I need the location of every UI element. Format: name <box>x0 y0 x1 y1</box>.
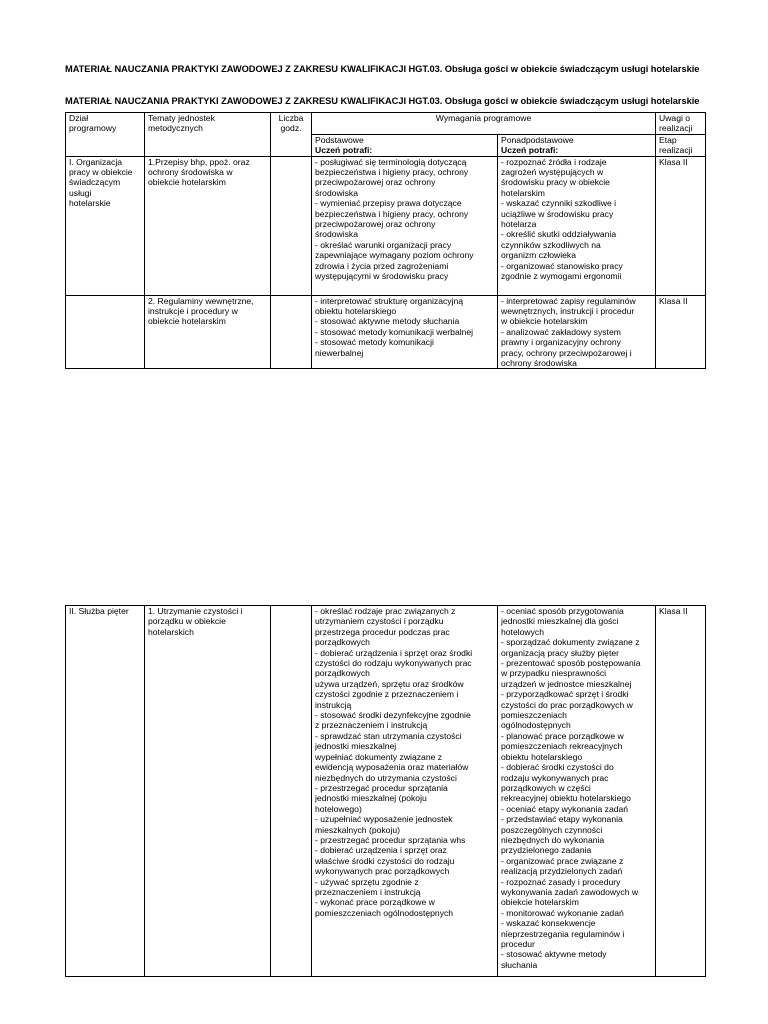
cell-line: organizm człowieka <box>501 250 576 261</box>
cell-line: obiekcie hotelarskim <box>501 897 579 908</box>
table-row <box>66 606 706 977</box>
cell-line: - stosować aktywne metody <box>501 949 607 960</box>
cell-line: - dobierać urządzenia i sprzęt oraz <box>315 845 447 856</box>
cell-line: jednostki mieszkalnej <box>315 741 397 752</box>
cell-line: - przestrzegać procedur sprzątania <box>315 782 448 793</box>
cell-line: urządzeń w jednostce mieszkalnej <box>501 678 632 689</box>
cell-line: realizacji <box>659 145 693 156</box>
cell-line: - wskazać konsekwencje <box>501 918 596 929</box>
cell-dzial <box>66 606 145 977</box>
cell-line: obiekcie hotelarskim <box>148 177 226 188</box>
cell-line: zdrowia i życia przed zagrożeniami <box>315 260 449 271</box>
cell-line: instrukcją <box>315 699 352 710</box>
header-liczba <box>271 113 312 157</box>
cell-line: bezpieczeństwa i higieny pracy, ochrony <box>315 167 469 178</box>
header-dzial <box>66 113 145 157</box>
cell-line: ochrony środowiska w <box>148 167 233 178</box>
cell-uwagi: Klasa II <box>656 156 706 295</box>
cell-line: jednostki mieszkalnej (pokoju <box>315 793 427 804</box>
cell-line: - rozpoznać zasady i procedury <box>501 876 621 887</box>
cell-line: poszczególnych czynności <box>501 824 603 835</box>
cell-line: - stosować aktywne metody słuchania <box>315 316 460 327</box>
header-wymagania: Wymagania programowe <box>312 113 656 135</box>
cell-line: rekreacyjnej obiektu hotelarskiego <box>501 793 631 804</box>
cell-line: hotelarskich <box>148 626 194 637</box>
header-tematy <box>145 113 271 157</box>
cell-line: - wymieniać przepisy prawa dotyczące <box>315 198 462 209</box>
cell-line: przydzielonego zadania <box>501 845 592 856</box>
cell-line: hotelarskim <box>501 187 545 198</box>
cell-line: 2. Regulaminy wewnętrzne, <box>148 295 254 306</box>
cell-line: wewnętrznych, instrukcji i procedur <box>501 306 635 317</box>
cell-line: obiekcie hotelarskim <box>148 316 226 327</box>
cell-line: występującymi w środowisku pracy <box>315 271 449 282</box>
curriculum-table-part-2 <box>65 605 706 977</box>
cell-ponadpodstawowe <box>498 606 656 977</box>
cell-temat <box>145 606 271 977</box>
cell-line: jednostki mieszkalnej dla gości <box>501 616 619 627</box>
cell-line: - używać sprzętu zgodnie z <box>315 876 419 887</box>
cell-ponadpodstawowe <box>498 295 656 369</box>
cell-line: uciążliwe w środowisku pracy <box>501 208 614 219</box>
cell-line: - posługiwać się terminologią dotyczącą <box>315 156 467 167</box>
cell-line: - określić skutki oddziaływania <box>501 229 617 240</box>
cell-podstawowe <box>312 156 498 295</box>
cell-line: pracy, ochrony przeciwpożarowej i <box>501 347 632 358</box>
cell-line: przeciwpożarowej oraz ochrony <box>315 177 436 188</box>
cell-line: - prezentować sposób postępowania <box>501 658 641 669</box>
cell-line: przestrzega procedur podczas prac <box>315 626 450 637</box>
cell-line: środowiska <box>315 187 358 198</box>
cell-temat <box>145 295 271 369</box>
cell-podstawowe <box>312 295 498 369</box>
cell-line: - sprawdzać stan utrzymania czystości <box>315 730 462 741</box>
cell-line: - przestrzegać procedur sprzątania whs <box>315 834 466 845</box>
cell-line: obiektu hotelarskiego <box>501 751 583 762</box>
cell-line: - przyporządkować sprzęt i środki <box>501 689 629 700</box>
cell-line: środowisku pracy w obiekcie <box>501 177 610 188</box>
cell-line: pomieszczeniach ogólnodostępnych <box>315 907 454 918</box>
cell-line: czystości do rodzaju wykonywanych prac <box>315 658 472 669</box>
cell-line: z przeznaczeniem i instrukcją <box>315 720 428 731</box>
header-ponadpodstawowe: Ponadpodstawowe Uczeń potrafi: <box>498 134 656 156</box>
cell-line: porządku w obiekcie <box>148 616 226 627</box>
cell-line: - organizować stanowisko pracy <box>501 260 623 271</box>
cell-line: hotelarza <box>501 219 537 230</box>
cell-line: przeznaczeniem i instrukcją <box>315 886 421 897</box>
cell-line: organizacją pracy służby pięter <box>501 647 619 658</box>
cell-line: - interpretować strukturę organizacyjną <box>315 295 464 306</box>
cell-line: usługi <box>69 187 92 198</box>
cell-line: - interpretować zapisy regulaminów <box>501 295 636 306</box>
cell-liczba <box>271 156 312 295</box>
cell-dzial <box>66 295 145 369</box>
cell-line: - analizować zakładowy system <box>501 326 621 337</box>
cell-line: niezbędnych do utrzymania czystości <box>315 772 457 783</box>
cell-line: porządkowych <box>315 637 370 648</box>
cell-line: w przypadku niesprawności <box>501 668 607 679</box>
document-title-2: MATERIAŁ NAUCZANIA PRAKTYKI ZAWODOWEJ Z ZAKRESU KWALIFIKACJI HGT.03. Obsługa gości w obiekcie świadczącym usługi hotelarskie <box>65 96 700 106</box>
curriculum-table-part-1 <box>65 112 706 369</box>
cell-line: mieszkalnych (pokoju) <box>315 824 401 835</box>
cell-line: - dobierać urządzenia i sprzęt oraz środki <box>315 647 473 658</box>
cell-line: słuchania <box>501 959 538 970</box>
cell-line: hotelarskie <box>69 198 111 209</box>
header-etap <box>656 134 706 156</box>
cell-line: - oceniać etapy wykonania zadań <box>501 803 629 814</box>
cell-line: Liczba <box>278 113 304 123</box>
cell-line: - określać warunki organizacji pracy <box>315 239 452 250</box>
cell-uwagi: Klasa II <box>656 606 706 977</box>
cell-line: przeciwpożarowej oraz ochrony <box>315 219 436 230</box>
cell-line: Uwagi o <box>659 113 691 123</box>
cell-line: 1. Utrzymanie czystości i <box>148 606 243 616</box>
cell-uwagi: Klasa II <box>656 295 706 369</box>
cell-line: niezbędnych do wykonania <box>501 834 605 845</box>
cell-line: wypełniać dokumenty związane z <box>315 751 443 762</box>
cell-line: właściwe środki czystości do rodzaju <box>315 855 455 866</box>
cell-line: utrzymaniem czystości i porządku <box>315 616 444 627</box>
cell-ponadpodstawowe <box>498 156 656 295</box>
cell-line: - stosować metody komunikacji <box>315 337 434 348</box>
header-podstawowe: Podstawowe Uczeń potrafi: <box>312 134 498 156</box>
cell-line: Tematy jednostek <box>148 113 215 123</box>
cell-liczba <box>271 295 312 369</box>
cell-line: Etap <box>659 134 677 145</box>
cell-line: wykonywanych prac porządkowych <box>315 866 450 877</box>
cell-line: pomieszczeniach <box>501 710 567 721</box>
cell-line: ewidencją wyposażenia oraz materiałów <box>315 762 469 773</box>
cell-line: czynników szkodliwych na <box>501 239 601 250</box>
cell-line: nieprzestrzegania regulaminów i <box>501 928 625 939</box>
cell-line: obiektu hotelarskiego <box>315 306 397 317</box>
cell-line: niewerbalnej <box>315 347 364 358</box>
table-row <box>66 156 706 295</box>
cell-line: - dobierać środki czystości do <box>501 762 614 773</box>
cell-line: - stosować metody komunikacji werbalnej <box>315 326 474 337</box>
cell-dzial <box>66 156 145 295</box>
cell-line: - organizować prace związane z <box>501 855 624 866</box>
cell-line: zagrożeń występujących w <box>501 167 604 178</box>
cell-line: bezpieczeństwa i higieny pracy, ochrony <box>315 208 469 219</box>
table-row <box>66 295 706 369</box>
document-title-1: MATERIAŁ NAUCZANIA PRAKTYKI ZAWODOWEJ Z ZAKRESU KWALIFIKACJI HGT.03. Obsługa gości w obiekcie świadczącym usługi hotelarskie <box>65 64 700 74</box>
cell-line: godz. <box>280 123 302 134</box>
cell-line: - określać rodzaje prac związanych z <box>315 606 456 616</box>
cell-line: - oceniać sposób przygotowania <box>501 606 624 616</box>
cell-line: środowiska <box>315 229 358 240</box>
cell-line: - monitorować wykonanie zadań <box>501 907 624 918</box>
cell-line: hotelowego) <box>315 803 362 814</box>
cell-line: ochrony środowiska <box>501 358 577 369</box>
cell-line: I. Organizacja <box>69 156 123 167</box>
cell-line: programowy <box>69 123 117 134</box>
cell-line: rodzaju wykonywanych prac <box>501 772 609 783</box>
cell-line: 1.Przepisy bhp, ppoż. oraz <box>148 156 250 167</box>
cell-line: procedur <box>501 939 535 949</box>
cell-line: - wykonać prace porządkowe w <box>315 897 435 908</box>
cell-line: porządkowych <box>315 668 370 679</box>
cell-line: zapewniające wymagany poziom ochrony <box>315 250 474 261</box>
header-uwagi <box>656 113 706 135</box>
cell-line: świadczącym <box>69 177 121 188</box>
cell-line: czystości do prac porządkowych w <box>501 699 633 710</box>
cell-line: pracy w obiekcie <box>69 167 133 178</box>
cell-line: zgodnie z wymogami ergonomii <box>501 271 622 282</box>
cell-line: instrukcje i procedury w <box>148 306 238 317</box>
cell-line: pomieszczeniach rekreacyjnych <box>501 741 623 752</box>
cell-line: - przedstawiać etapy wykonania <box>501 814 623 825</box>
cell-liczba <box>271 606 312 977</box>
cell-line: prawny i organizacyjny ochrony <box>501 337 621 348</box>
cell-line: używa urządzeń, sprzętu oraz środków <box>315 678 464 689</box>
cell-line: realizacją przydzielonych zadań <box>501 866 623 877</box>
cell-line: Dział <box>69 113 89 123</box>
cell-line: II. Służba pięter <box>69 606 129 616</box>
cell-line: ogólnodostępnych <box>501 720 571 731</box>
cell-line: - wskazać czynniki szkodliwe i <box>501 198 617 209</box>
cell-line: - rozpoznać źródła i rodzaje <box>501 156 607 167</box>
cell-line: - planować prace porządkowe w <box>501 730 624 741</box>
cell-line: - sporządzać dokumenty związane z <box>501 637 640 648</box>
cell-line: realizacji <box>659 123 693 134</box>
cell-line: czystości zgodnie z przeznaczeniem i <box>315 689 459 700</box>
cell-line: w obiekcie hotelarskim <box>501 316 588 327</box>
cell-temat <box>145 156 271 295</box>
cell-line: - uzupełniać wyposażenie jednostek <box>315 814 453 825</box>
cell-line: metodycznych <box>148 123 203 134</box>
cell-line: - stosować środki dezynfekcyjne zgodnie <box>315 710 471 721</box>
cell-line: hotelowych <box>501 626 544 637</box>
cell-podstawowe <box>312 606 498 977</box>
cell-line: wykonywania zadań zawodowych w <box>501 886 639 897</box>
cell-line: porządkowych w części <box>501 782 591 793</box>
